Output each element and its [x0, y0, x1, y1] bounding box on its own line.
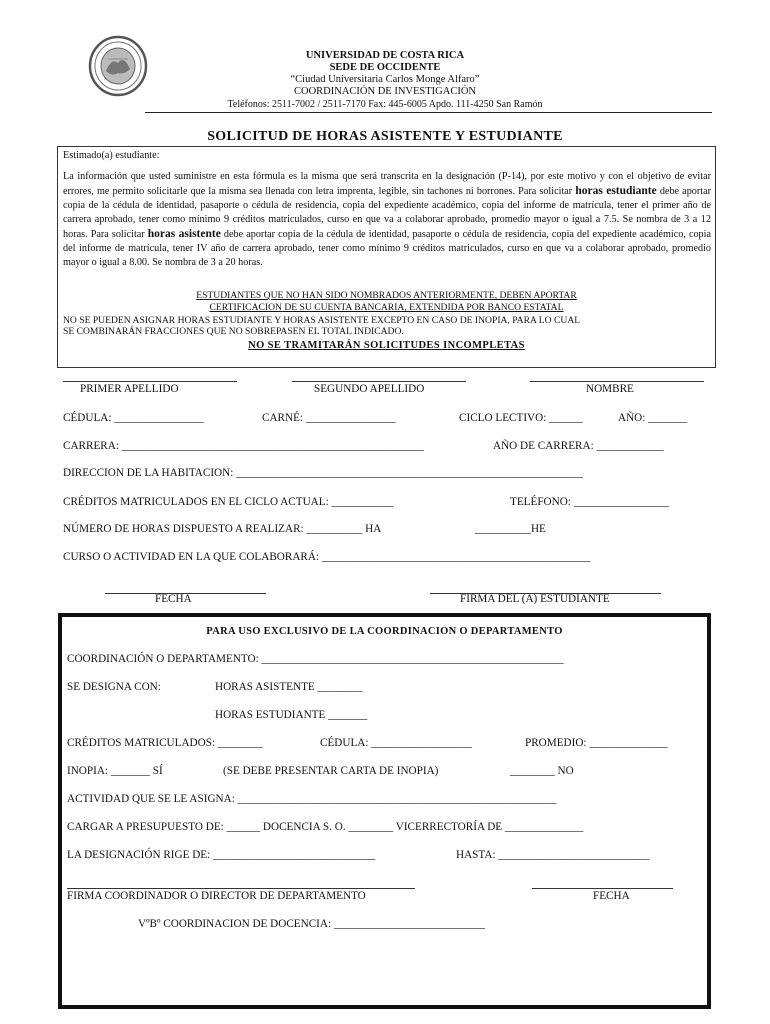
promedio-field[interactable]: PROMEDIO: ______________: [525, 737, 668, 749]
city-name: “Ciudad Universitaria Carlos Monge Alfaro”: [290, 74, 480, 85]
university-name: UNIVERSIDAD DE COSTA RICA: [305, 50, 465, 61]
horas-asistente-field[interactable]: HORAS ASISTENTE ________: [215, 681, 363, 693]
office-creditos-field[interactable]: CRÉDITOS MATRICULADOS: ________: [67, 737, 263, 749]
telefono-field[interactable]: TELÉFONO: _________________: [510, 496, 669, 508]
carne-field[interactable]: CARNÉ: ________________: [262, 412, 396, 424]
campus-name: SEDE DE OCCIDENTE: [329, 62, 441, 73]
contact-info: Teléfonos: 2511-7002 / 2511-7170 Fax: 445-6005 Apdo. 111-4250 San Ramón: [227, 99, 543, 110]
instructions-paragraph: [63, 170, 711, 270]
creditos-field[interactable]: CRÉDITOS MATRICULADOS EN EL CICLO ACTUAL: ___________: [63, 496, 394, 508]
office-fecha-line[interactable]: [532, 888, 673, 889]
carrera-field[interactable]: CARRERA: ______________________________________________________: [63, 440, 424, 452]
inopia-note-line-2: SE COMBINARÁN FRACCIONES QUE NO SOBREPASEN EL TOTAL INDICADO.: [63, 326, 404, 337]
cedula-field[interactable]: CÉDULA: ________________: [63, 412, 204, 424]
inopia-note: (SE DEBE PRESENTAR CARTA DE INOPIA): [223, 765, 439, 777]
instructions-text-1: La información que usted suministre en esta fórmula es la misma que será transcrita en la designación (P-14), por este motivo y con el objetivo de evitar errores, me permito solicitarle que la misma sea llenada con letra imprenta, legible, sin tachones ni borrones. Para solicitar: [63, 171, 711, 197]
designa-label: SE DESIGNA CON:: [67, 681, 161, 693]
anio-carrera-field[interactable]: AÑO DE CARRERA: ____________: [493, 440, 664, 452]
office-fecha-label: FECHA: [593, 890, 630, 902]
form-title: SOLICITUD DE HORAS ASISTENTE Y ESTUDIANTE: [207, 129, 563, 144]
office-name: COORDINACIÓN DE INVESTIGACIÓN: [294, 86, 476, 97]
vobo-docencia-field[interactable]: VºBº COORDINACION DE DOCENCIA: ___________________________: [138, 918, 485, 930]
horas-field[interactable]: NÚMERO DE HORAS DISPUESTO A REALIZAR: __________ HA: [63, 523, 382, 535]
name-label: NOMBRE: [586, 383, 634, 395]
instructions-bold-1: horas estudiante: [575, 185, 657, 197]
coordinacion-field[interactable]: COORDINACIÓN O DEPARTAMENTO: ______________________________________________________: [67, 653, 564, 665]
instructions-text-3: debe aportar copia de la cédula de identidad, pasaporte o cédula de residencia, copia del expediente académico, copia del informe de matrícula, tener IV año de carrera aprobado, tener como mínimo 9 créditos matriculados, curso en que va a colaborar aprobado, promedio mayor o igual a 8.00. Se nombra de 3 a 20 horas.: [63, 229, 712, 268]
ciclo-lectivo-field[interactable]: CICLO LECTIVO: ______: [459, 412, 583, 424]
coordinator-signature-label: FIRMA COORDINADOR O DIRECTOR DE DEPARTAMENTO: [67, 890, 366, 902]
header-rule: [145, 112, 712, 113]
bank-note-line-2: CERTIFICACION DE SU CUENTA BANCARIA, EXTENDIDA POR BANCO ESTATAL: [209, 302, 564, 313]
incomplete-warning: NO SE TRAMITARÁN SOLICITUDES INCOMPLETAS: [248, 340, 525, 351]
horas-estudiante-field[interactable]: HORAS ESTUDIANTE _______: [215, 709, 368, 721]
first-surname-line[interactable]: [63, 381, 237, 382]
inopia-note-line-1: NO SE PUEDEN ASIGNAR HORAS ESTUDIANTE Y HORAS ASISTENTE EXCEPTO EN CASO DE INOPIA, PARA LO CUAL: [63, 315, 581, 326]
inopia-si-field[interactable]: INOPIA: _______ SÍ: [67, 765, 163, 777]
university-seal-logo: [88, 35, 148, 97]
second-surname-label: SEGUNDO APELLIDO: [314, 383, 425, 395]
anio-field[interactable]: AÑO: _______: [618, 412, 688, 424]
instructions-bold-2: horas asistente: [147, 228, 221, 240]
instructions-text-2: debe aportar copia de la cédula de identidad, pasaporte o cédula de residencia, copia del expediente académico, copia del informe de matrícula, tener el primer año de carrera aprobado, tener como mínimo 9 créditos matriculados, curso en que va a colaborar aprobado, promedio mayor o igual a 7.5. Se nombra de 3 a 12 horas. Para solicitar: [63, 186, 712, 240]
office-use-box: [58, 613, 711, 1009]
firma-label: FIRMA DEL (A) ESTUDIANTE: [460, 593, 610, 605]
rige-field[interactable]: LA DESIGNACIÓN RIGE DE: _____________________________: [67, 849, 376, 861]
hasta-field[interactable]: HASTA: ___________________________: [456, 849, 650, 861]
greeting: Estimado(a) estudiante:: [63, 150, 160, 161]
he-field[interactable]: __________HE: [475, 523, 546, 535]
second-surname-line[interactable]: [292, 381, 466, 382]
first-surname-label: PRIMER APELLIDO: [80, 383, 179, 395]
office-use-heading: PARA USO EXCLUSIVO DE LA COORDINACION O DEPARTAMENTO: [206, 626, 563, 637]
actividad-field[interactable]: ACTIVIDAD QUE SE LE ASIGNA: _________________________________________________________: [67, 793, 557, 805]
office-cedula-field[interactable]: CÉDULA: __________________: [320, 737, 472, 749]
name-line[interactable]: [530, 381, 704, 382]
fecha-label: FECHA: [155, 593, 192, 605]
direccion-field[interactable]: DIRECCION DE LA HABITACION: ______________________________________________________________: [63, 467, 583, 479]
curso-field[interactable]: CURSO O ACTIVIDAD EN LA QUE COLABORARÁ: ________________________________________________: [63, 551, 591, 563]
coordinator-signature-line[interactable]: [67, 888, 415, 889]
bank-note-line-1: ESTUDIANTES QUE NO HAN SIDO NOMBRADOS ANTERIORMENTE, DEBEN APORTAR: [196, 290, 577, 301]
inopia-no-field[interactable]: ________ NO: [510, 765, 574, 777]
presupuesto-field[interactable]: CARGAR A PRESUPUESTO DE: ______ DOCENCIA S. O. ________ VICERRECTORÍA DE ______________: [67, 821, 584, 833]
